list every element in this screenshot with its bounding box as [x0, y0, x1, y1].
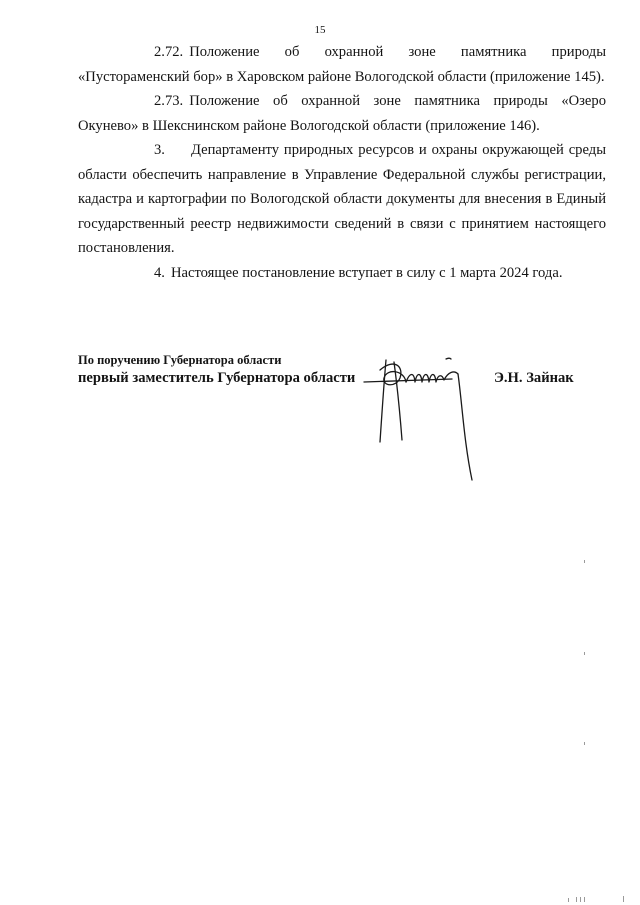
- paragraph-text: Положение об охранной зоне памятника природы «Пустораменский бор» в Харовском районе Вологодской области (приложение 145).: [78, 44, 606, 85]
- signatory-position: первый заместитель Губернатора области: [78, 370, 356, 386]
- scan-mark: [584, 560, 585, 563]
- page-number: 15: [314, 24, 326, 36]
- scan-mark: [584, 652, 585, 655]
- paragraph-2-73: [78, 89, 606, 138]
- document-body: [78, 40, 606, 285]
- paragraph-text: Настоящее постановление вступает в силу с 1 марта 2024 года.: [170, 264, 563, 281]
- signature-block: [78, 352, 606, 388]
- paragraph-2-72: [78, 40, 606, 89]
- scan-mark: [580, 897, 581, 902]
- handwritten-signature-image: [360, 352, 500, 492]
- scan-mark: [576, 897, 577, 902]
- scan-mark: [623, 896, 624, 902]
- scan-mark: [584, 742, 585, 745]
- paragraph-4: [78, 261, 606, 286]
- paragraph-number: 3.: [154, 142, 165, 158]
- paragraph-text: Департаменту природных ресурсов и охраны окружающей среды области обеспечить направление в Управление Федеральной службы регистрации, кадастра и картографии по Вологодской области документы для внесения в Единый государственный реестр недвижимости сведений в связи с принятием настоящего постановления.: [78, 142, 606, 256]
- paragraph-number: 2.73.: [154, 93, 184, 109]
- signature-authority-line: По поручению Губернатора области: [78, 353, 282, 367]
- scan-mark: [584, 897, 585, 902]
- paragraph-number: 2.72.: [154, 44, 184, 60]
- signatory-name: Э.Н. Зайнак: [494, 370, 574, 386]
- paragraph-3: [78, 138, 606, 261]
- paragraph-number: 4.: [154, 264, 165, 281]
- scan-mark: [568, 898, 569, 902]
- paragraph-text: Положение об охранной зоне памятника природы «Озеро Окунево» в Шекснинском районе Вологодской области (приложение 146).: [78, 93, 606, 134]
